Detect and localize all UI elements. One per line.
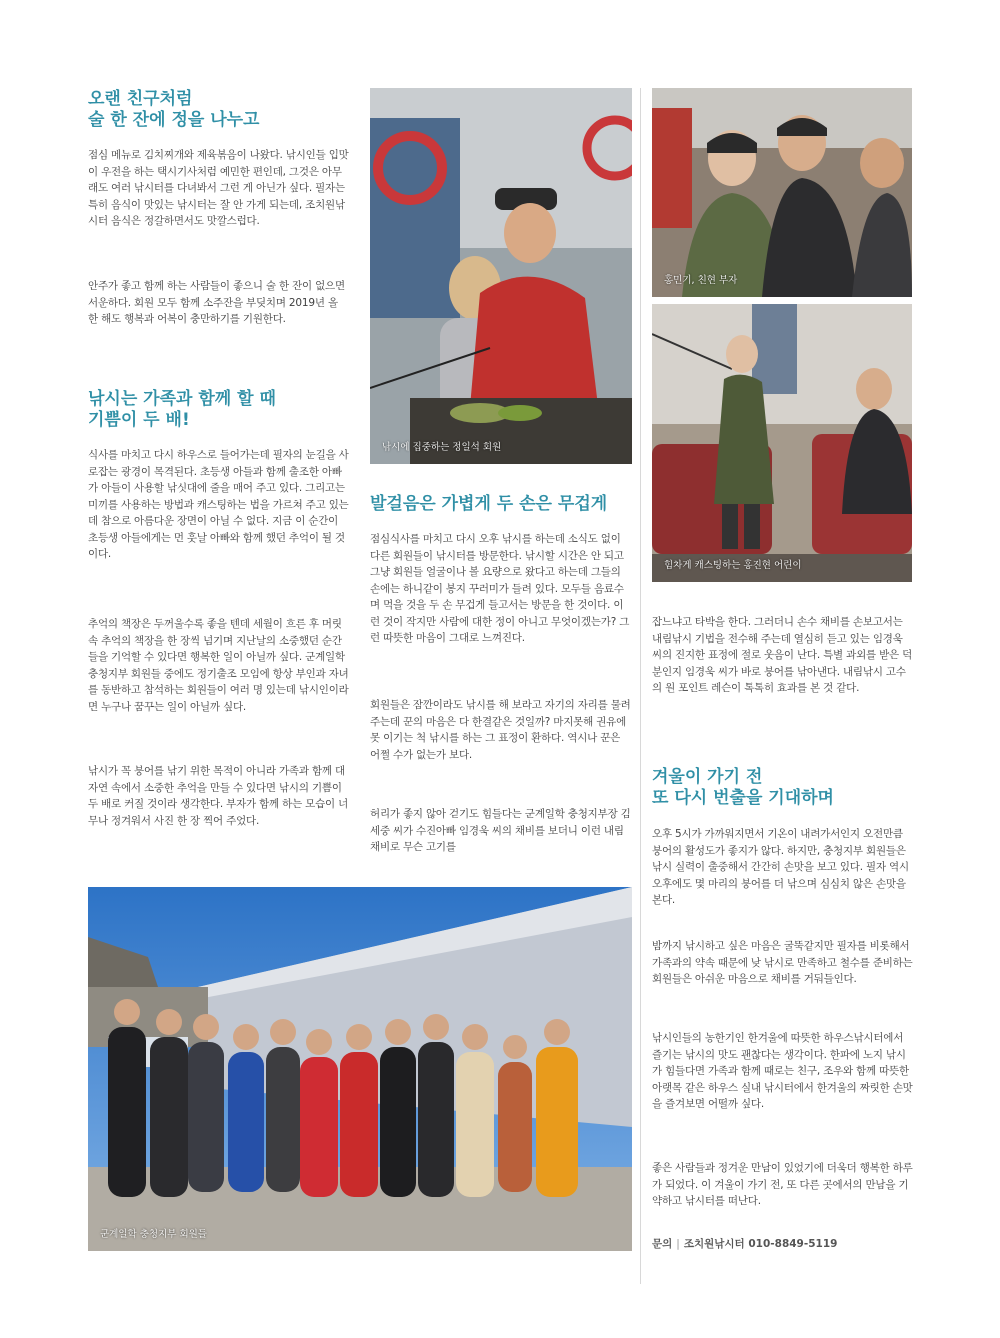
fishing-member-caption: 낚시에 집중하는 정일석 회원 (382, 442, 502, 453)
contact-separator: | (676, 1238, 680, 1250)
section4-heading-line2: 또 다시 번출을 기대하며 (652, 788, 834, 808)
section4-paragraph-1: 잡느냐고 타박을 한다. 그러더니 손수 채비를 손보고서는 내림낚시 기법을 전수해 주는데 열심히 듣고 있는 임경욱 씨의 진지한 표정에 절로 웃음이 난다. 특별 과외를 받은 덕분인지 임경욱 씨가 바로 붕어를 낚아낸다. 내림낚시 고수의 원 포인트 레슨이 톡톡히 효과를 본 것 같다. (652, 616, 913, 694)
group-caption: 군계일학 충청지부 회원들 (100, 1229, 207, 1240)
section2-heading-line1: 낚시는 가족과 함께 할 때 (88, 389, 276, 409)
contact-value: 조치원낚시터 010-8849-5119 (683, 1238, 838, 1250)
section1-heading-line1: 오랜 친구처럼 (88, 89, 193, 109)
section3-paragraph-2: 회원들은 잠깐이라도 낚시를 해 보라고 자기의 자리를 물려주는데 꾼의 마음은 다 한결같은 것일까? 마지못해 권유에 못 이기는 척 낚시를 하는 그 표정이 환하다. 역시나 꾼은 어쩔 수가 없는가 보다. (370, 699, 631, 761)
photo-child-casting (652, 304, 912, 582)
contact-label: 문의 (652, 1238, 673, 1250)
section3-paragraph-1: 점심식사를 마치고 다시 오후 낚시를 하는데 소식도 없이 다른 회원들이 낚시터를 방문한다. 낚시할 시간은 안 되고 그냥 회원들 얼굴이나 볼 요량으로 왔다고 하는데 그들의 손에는 하니같이 봉지 꾸러미가 들려 있다. 모두들 음료수며 먹을 것을 두 손 무겁게 들고서는 방문을 한 것이다. 이런 것이 작지만 사람에 대한 정이 아니고 무엇이겠는가? 그런 따뜻한 마음이 그대로 느껴진다. (370, 533, 630, 644)
section1-paragraph-1: 점심 메뉴로 김치찌개와 제육볶음이 나왔다. 낚시인들 입맛이 우전을 하는 택시기사처럼 예민한 편인데, 그것은 아무래도 여러 낚시터를 다녀봐서 그런 게 아닌가 싶다. 필자는 특히 음식이 맛있는 낚시터는 잘 안 가게 되는데, 조치원낚시터 음식은 정갈하면서도 맛깔스럽다. (88, 149, 349, 227)
column-divider (640, 88, 641, 1284)
section1-paragraph-2: 안주가 좋고 함께 하는 사람들이 좋으니 술 한 잔이 없으면 서운하다. 회원 모두 함께 소주잔을 부딪치며 2019년 올 한 해도 행복과 어복이 충만하기를 기원한다. (88, 280, 345, 325)
section3-heading: 발걸음은 가볍게 두 손은 무겁게 (370, 494, 608, 514)
section2-paragraph-2: 추억의 책장은 두꺼울수록 좋을 텐데 세월이 흐른 후 머릿속 추억의 책장을 한 장씩 넘기며 지난날의 소중했던 순간들을 기억할 수 있다면 행복한 일이 아닐까 싶다. 군계일학 충청지부 회원들 중에도 정기출조 모임에 항상 부인과 자녀를 동반하고 참석하는 회원들이 여러 명 있는데 낚시인이라면 누구나 꿈꾸는 일이 아닐까 싶다. (88, 618, 349, 713)
section4-heading-line1: 겨울이 가기 전 (652, 767, 763, 787)
section2-paragraph-3: 낚시가 꼭 붕어를 낚기 위한 목적이 아니라 가족과 함께 대자연 속에서 소중한 추억을 만들 수 있다면 낚시의 기쁨이 두 배로 커질 것이라 생각한다. 부자가 함께 하는 모습이 너무나 정겨워서 사진 한 장 찍어 주었다. (88, 765, 349, 827)
section4-paragraph-4: 낚시인들의 농한기인 한겨울에 따뜻한 하우스낚시터에서 즐기는 낚시의 맛도 괜찮다는 생각이다. 한파에 노지 낚시가 힘들다면 가족과 함께 때로는 친구, 조우와 함께 따뜻한 아랫목 같은 하우스 실내 낚시터에서 한겨울의 짜릿한 손맛을 즐겨보면 어떨까 싶다. (652, 1032, 913, 1110)
section4-paragraph-3: 밤까지 낚시하고 싶은 마음은 굴뚝같지만 필자를 비롯해서 가족과의 약속 때문에 낮 낚시로 만족하고 철수를 준비하는 회원들은 아쉬운 마음으로 채비를 거둬들인다. (652, 940, 913, 985)
photo-group-image (88, 887, 632, 1251)
photo-fishing-member-image (370, 88, 632, 464)
section2-paragraph-1: 식사를 마치고 다시 하우스로 들어가는데 필자의 눈길을 사로잡는 광경이 목격된다. 초등생 아들과 함께 출조한 아빠가 아들이 사용할 낚싯대에 줄을 매어 주고 있다. 그리고는 미끼를 사용하는 방법과 캐스팅하는 법을 가르쳐 주고 있는데 참으로 아름다운 장면이 아닐 수 없다. 지금 이 순간이 초등생 아들에게는 먼 훗날 아빠와 함께 했던 추억이 될 것이다. (88, 449, 349, 560)
photo-father-son (652, 88, 912, 297)
section3-paragraph-3: 허리가 좋지 않아 걷기도 힘들다는 군계일학 충청지부장 김세중 씨가 수진아빠 임경욱 씨의 채비를 보더니 이런 내림 채비로 무슨 고기를 (370, 808, 631, 853)
contact-info (652, 1236, 837, 1251)
section2-heading-line2: 기쁨이 두 배! (88, 410, 190, 430)
section4-paragraph-2: 오후 5시가 가까워지면서 기온이 내려가서인지 오전만큼 붕어의 활성도가 좋지가 않다. 하지만, 충청지부 회원들은 낚시 실력이 출중해서 간간히 손맛을 보고 있다. 필자 역시 오후에도 몇 마리의 붕어를 더 낚으며 심심치 않은 손맛을 본다. (652, 828, 909, 906)
section4-heading (652, 767, 914, 809)
photo-fishing-member (370, 88, 632, 464)
section1-heading (88, 89, 358, 131)
father-son-caption: 홍민기, 친현 부자 (664, 275, 738, 286)
section4-paragraph-5: 좋은 사람들과 정겨운 만남이 있었기에 더욱더 행복한 하루가 되었다. 이 겨울이 가기 전, 또 다른 곳에서의 만남을 기약하고 낚시터를 떠난다. (652, 1162, 913, 1207)
section2-heading (88, 389, 358, 431)
section1-heading-line2: 술 한 잔에 정을 나누고 (88, 110, 260, 130)
photo-child-casting-image (652, 304, 912, 582)
photo-group (88, 887, 632, 1251)
photo-father-son-image (652, 88, 912, 297)
child-casting-caption: 힘차게 캐스팅하는 홍진현 어린이 (664, 560, 802, 571)
